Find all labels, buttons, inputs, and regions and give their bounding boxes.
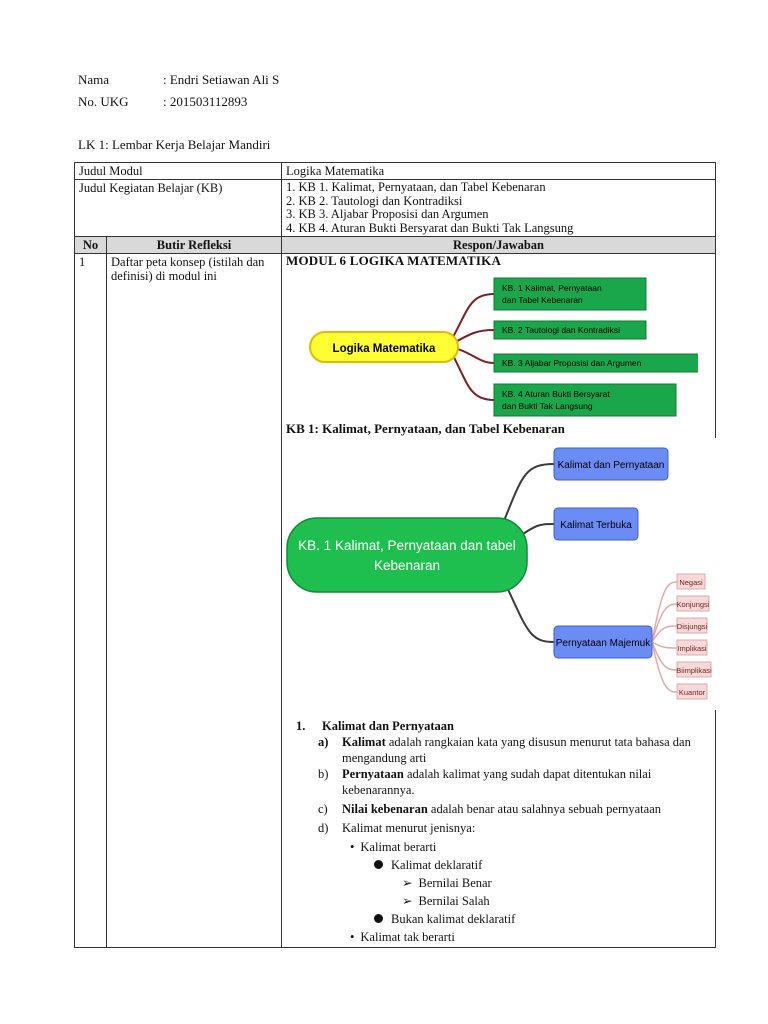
list-item [296,911,716,927]
map2-leaf-implikasi: Implikasi [677,644,707,653]
map2-branch-2: Kalimat Terbuka [560,520,632,531]
map1-center-label: Logika Matematika [332,343,436,355]
bullet-text: Bernilai Salah [418,894,490,908]
concept-map-kb1 [282,438,716,710]
list-item: 2. KB 2. Tautologi dan Kontradiksi [286,193,463,208]
map1-branch-4a: KB. 4 Aturan Bukti Bersyarat [502,389,610,399]
term: Pernyataan [342,767,404,781]
table-header-row [75,237,716,254]
kb-list [286,181,711,235]
bullet-icon: • [350,930,355,944]
name-label: Nama [78,72,110,87]
map1-branch-3: KB. 3 Aljabar Proposisi dan Argumen [502,358,642,368]
list-item [296,857,716,873]
list-item [296,839,716,855]
response-content [282,254,715,947]
filled-circle-icon [374,914,383,923]
map1-branch-1b: dan Tabel Kebenaran [502,295,583,305]
table-row [75,254,716,948]
bullet-text: Kalimat tak berarti [360,930,455,944]
response-cell [282,254,716,948]
section-title: Kalimat dan Pernyataan [322,719,454,733]
map2-leaf-biimplikasi: Biimplikasi [676,666,712,675]
list-item [296,929,716,945]
bullet-text: Kalimat deklaratif [391,858,483,872]
bullet-text: Kalimat berarti [360,840,437,854]
list-item [296,875,716,891]
row1-butir: Daftar peta konsep (istilah dan definisi) di modul ini [107,254,282,948]
table-row [75,163,716,180]
list-item: 1. KB 1. Kalimat, Pernyataan, dan Tabel Kebenaran [286,180,546,194]
kb1-notes [296,718,716,945]
item-marker: c) [318,802,328,816]
list-item [296,820,716,836]
map2-leaf-konjungsi: Konjungsi [676,600,710,609]
map2-leaf-disjungsi: Disjungsi [676,622,708,631]
filled-circle-icon [374,860,383,869]
name-value: : Endri Setiawan Ali S [163,72,280,87]
definition: adalah benar atau salahnya sebuah pernyataan [427,802,661,816]
item-marker: a) [318,735,329,749]
definition: adalah kalimat yang sudah dapat ditentukan nilai kebenarannya. [342,767,652,797]
lk-title: LK 1: Lembar Kerja Belajar Mandiri [78,137,271,152]
bullet-icon: • [350,840,355,854]
worksheet-table [74,162,716,948]
judul-modul-label: Judul Modul [75,163,282,180]
list-item [296,893,716,909]
map1-branch-4b: dan Bukti Tak Langsung [502,401,593,411]
col-no-header: No [75,237,107,254]
map2-branch-1: Kalimat dan Pernyataan [557,460,665,471]
judul-kb-label: Judul Kegiatan Belajar (KB) [75,180,282,237]
term: Nilai kebenaran [342,802,428,816]
map2-center-line1: KB. 1 Kalimat, Pernyataan dan tabel [298,538,516,553]
list-item [296,734,716,766]
map1-branch-2: KB. 2 Tautologi dan Kontradiksi [502,325,620,335]
kb1-title: KB 1: Kalimat, Pernyataan, dan Tabel Kebenaran [286,421,565,436]
module-title: MODUL 6 LOGIKA MATEMATIKA [286,253,502,268]
ukg-label: No. UKG [78,94,129,109]
concept-map-modul [298,272,698,422]
map2-leaf-kuantor: Kuantor [678,688,706,697]
col-butir-header: Butir Refleksi [107,237,282,254]
definition: Kalimat menurut jenisnya: [342,821,476,835]
name-row [78,72,279,88]
arrow-bullet-icon: ➢ [402,876,413,890]
map1-branch-1a: KB. 1 Kalimat, Pernyataan [502,283,602,293]
col-respon-header: Respon/Jawaban [282,237,716,254]
table-row [75,180,716,237]
map2-leaf-negasi: Negasi [679,578,703,587]
ukg-value: : 201503112893 [163,94,248,109]
list-item [296,801,716,817]
item-marker: d) [318,821,329,835]
bullet-text: Bernilai Benar [418,876,492,890]
bullet-text: Bukan kalimat deklaratif [391,912,516,926]
list-item: 3. KB 3. Aljabar Proposisi dan Argumen [286,207,489,221]
section-number: 1. [296,719,306,733]
row1-no: 1 [75,254,107,948]
item-marker: b) [318,767,329,781]
map2-center-line2: Kebenaran [373,558,441,573]
section-heading [296,718,716,734]
kb-list-cell [282,180,716,237]
list-item [296,766,716,798]
map2-branch-3: Pernyataan Majemuk [555,638,651,649]
list-item: 4. KB 4. Aturan Bukti Bersyarat dan Bukti Tak Langsung [286,220,574,235]
ukg-row [78,94,247,110]
definition: adalah rangkaian kata yang disusun menurut tata bahasa dan mengandung arti [342,735,691,765]
judul-modul-value: Logika Matematika [282,163,716,180]
term: Kalimat [342,735,386,749]
arrow-bullet-icon: ➢ [402,894,413,908]
